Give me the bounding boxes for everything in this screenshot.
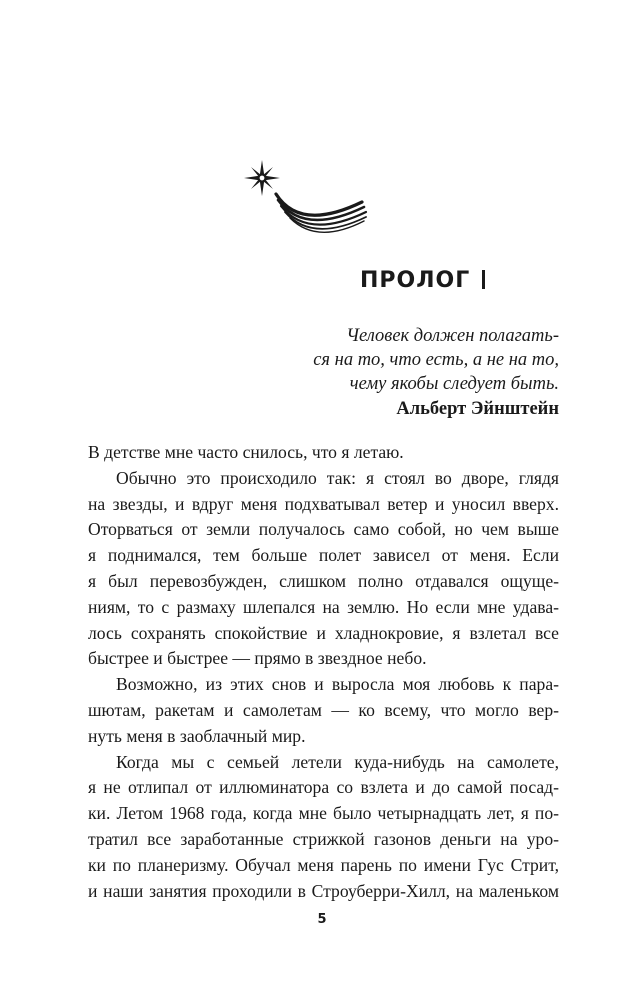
text-line: ки по планеризму. Обучал меня парень по имени Гус Стрит,	[88, 854, 559, 875]
text-line: Оторваться от земли получалось само собой, но чем выше	[88, 519, 559, 540]
text-line: ки. Летом 1968 года, когда мне было четырнадцать лет, я по-	[88, 803, 559, 824]
text-line: быстрее и быстрее — прямо в звездное небо.	[88, 648, 427, 669]
shooting-star-icon	[240, 152, 372, 244]
text-line: я не отлипал от иллюминатора со взлета и до самой посад-	[88, 777, 559, 798]
chapter-title: ПРОЛОГ	[360, 268, 471, 293]
text-line: тратил все заработанные стрижкой газонов деньги на уро-	[88, 828, 559, 849]
text-line: я был перевозбужден, слишком полно отдавался ощуще-	[88, 570, 559, 591]
text-line: Возможно, из этих снов и выросла моя любовь к пара-	[116, 674, 559, 695]
epigraph-line: ся на то, что есть, а не на то,	[313, 350, 559, 370]
epigraph-author: Альберт Эйнштейн	[396, 399, 559, 419]
epigraph-line: Человек должен полагать-	[346, 326, 559, 346]
text-line: и наши занятия проходили в Строуберри-Хилл, на маленьком	[88, 880, 559, 901]
paragraph-1: В детстве мне часто снилось, что я летаю.	[88, 442, 404, 462]
star-trail	[276, 194, 366, 232]
text-line: шютам, ракетам и самолетам — ко всему, что могло вер-	[88, 699, 559, 720]
text-line: я поднимался, тем больше полет зависел от меня. Если	[88, 545, 559, 566]
page-number: 5	[317, 912, 327, 927]
heading-bar	[482, 270, 485, 289]
star-icon	[244, 160, 280, 196]
text-line: лось сохранять спокойствие и хладнокровие, я взлетал все	[88, 622, 559, 643]
text-line: Когда мы с семьей летели куда-нибудь на самолете,	[116, 751, 559, 772]
text-line: на звезды, и вдруг меня подхватывал ветер и уносил вверх.	[88, 493, 559, 514]
chapter-heading	[360, 268, 560, 293]
epigraph-line: чему якобы следует быть.	[349, 374, 559, 394]
epigraph	[313, 324, 559, 421]
text-line: ниям, то с размаху шлепался на землю. Но если мне удава-	[88, 596, 559, 617]
text-line: Обычно это происходило так: я стоял во дворе, глядя	[116, 467, 559, 488]
body-text	[88, 440, 559, 904]
text-line: нуть меня в заоблачный мир.	[88, 725, 306, 746]
